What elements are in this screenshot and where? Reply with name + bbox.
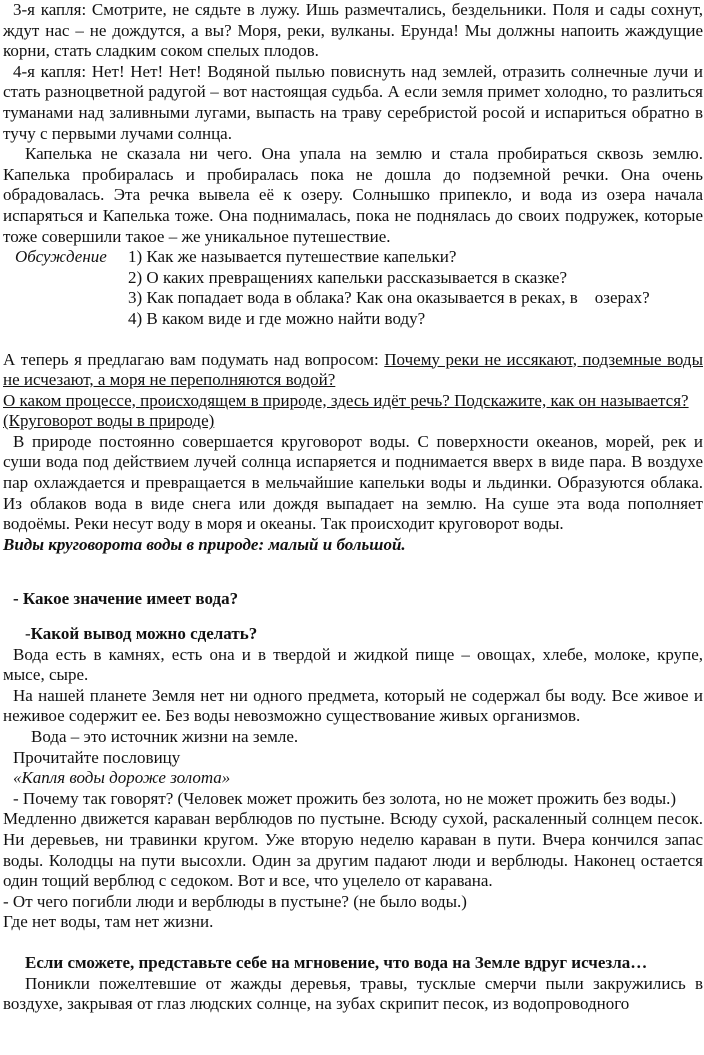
discussion-item: 1) Как же называется путешествие капельки? bbox=[128, 247, 457, 267]
water-everywhere-paragraph: На нашей планете Земля нет ни одного предмета, который не содержал бы воду. Все живое и неживое содержит ее. Без воды невозможно существование живых организмов. bbox=[3, 685, 703, 726]
water-cycle-paragraph: В природе постоянно совершается круговорот воды. С поверхности океанов, морей, рек и суши вода под действием лучей солнца испаряется и поднимается вверх в виде пара. В воздухе пар охлаждается и превращается в мельчайшие капельки воды и льдинки. Образуются облака. Из облаков вода в виде снега или дождя выпадает на землю. На суше эта вода пополняет водоёмы. Реки несут воду в моря и океаны. Так происходит круговорот воды. bbox=[3, 431, 703, 534]
meaning-question: - Какое значение имеет вода? bbox=[13, 589, 239, 609]
caravan-question: - От чего погибли люди и верблюды в пустыне? (не было воды.) bbox=[3, 891, 467, 911]
discussion-item: 2) О каких превращениях капельки рассказывается в сказке? bbox=[128, 267, 567, 287]
paragraph-drop-4: 4-я капля: Нет! Нет! Нет! Водяной пылью повиснуть над землей, отразить солнечные лучи и стать разноцветной радугой – вот настоящая судьба. А если земля примет холодно, то разлиться туманами над заливными лугами, выпасть на траву серебристой росой и испариться обратно в тучу с первыми лучами солнца. bbox=[3, 61, 703, 143]
imagine-heading: Если сможете, представьте себе на мгновение, что вода на Земле вдруг исчезла… bbox=[25, 952, 648, 972]
spacer bbox=[3, 575, 703, 589]
conclusion-question bbox=[3, 624, 703, 645]
question-underlined: Почему реки не иссякают, подземные воды не исчезают, а моря не переполняются водой? bbox=[3, 349, 703, 390]
proverb-prompt: Прочитайте пословицу bbox=[13, 747, 181, 767]
conclusion-text: Какой вывод можно сделать? bbox=[30, 624, 258, 644]
spacer bbox=[3, 555, 703, 575]
proverb-text: «Капля воды дороже золота» bbox=[13, 768, 231, 788]
spacer bbox=[3, 610, 703, 624]
conclusion-dash: - bbox=[25, 624, 31, 644]
final-paragraph: Поникли пожелтевшие от жажды деревья, травы, тусклые смерчи пыли закружились в воздухе, закрывая от глаз людских солнце, на зубах скрипит песок, из водопроводного bbox=[3, 973, 703, 1014]
question-intro: А теперь я предлагаю вам подумать над вопросом: bbox=[3, 349, 385, 369]
discussion-list bbox=[128, 247, 703, 329]
caravan-story: Медленно движется караван верблюдов по пустыне. Всюду сухой, раскаленный солнцем песок. Ни деревьев, ни травинки кругом. Уже вторую неделю караван в пути. Вчера кончился запас воды. Колодцы на пути высохли. Один за другим падают люди и верблюды. Наконец остается один тощий верблюд с седоком. Вот и все, что уцелело от каравана. bbox=[3, 809, 703, 891]
paragraph-drop-3: 3-я капля: Смотрите, не сядьте в лужу. Ишь размечтались, бездельники. Поля и сады сохнут, ждут нас – не дождутся, а вы? Моря, реки, вулканы. Ерунда! Мы должны напоить жаждущие корни, стать сладким соком спелых плодов. bbox=[3, 0, 703, 61]
question-paragraph bbox=[3, 350, 703, 391]
document-page bbox=[3, 0, 703, 1015]
discussion-label: Обсуждение bbox=[15, 247, 107, 267]
paragraph-story-end: Капелька не сказала ни чего. Она упала на землю и стала пробираться сквозь землю. Капелька пробиралась и пробиралась пока не дошла до подземной речки. Она очень обрадовалась. Эта речка вывела её к озеру. Солнышко припекло, и вода из озера начала испаряться и Капелька тоже. Она поднималась, пока не поднялась до своих подружек, которые тоже совершили такое – же уникальное путешествие. bbox=[3, 144, 703, 246]
no-water-line: Где нет воды, там нет жизни. bbox=[3, 912, 214, 932]
cycle-types-heading: Виды круговорота воды в природе: малый и большой. bbox=[3, 534, 406, 554]
spacer bbox=[3, 330, 703, 350]
water-source-of-life: Вода – это источник жизни на земле. bbox=[31, 727, 299, 746]
discussion-item: 4) В каком виде и где можно найти воду? bbox=[128, 308, 426, 328]
process-question: О каком процессе, происходящем в природе, здесь идёт речь? Подскажите, как он называется? (Круговорот воды в природе) bbox=[3, 390, 689, 431]
discussion-item: 3) Как попадает вода в облака? Как она оказывается в реках, в озерах? bbox=[128, 288, 650, 308]
water-in-food-paragraph: Вода есть в камнях, есть она и в твердой и жидкой пище – овощах, хлебе, молоке, крупе, мысе, сыре. bbox=[3, 644, 703, 685]
spacer bbox=[3, 933, 703, 953]
discussion-block bbox=[3, 247, 703, 329]
proverb-why: - Почему так говорят? (Человек может прожить без золота, но не может прожить без воды.) bbox=[13, 788, 677, 808]
